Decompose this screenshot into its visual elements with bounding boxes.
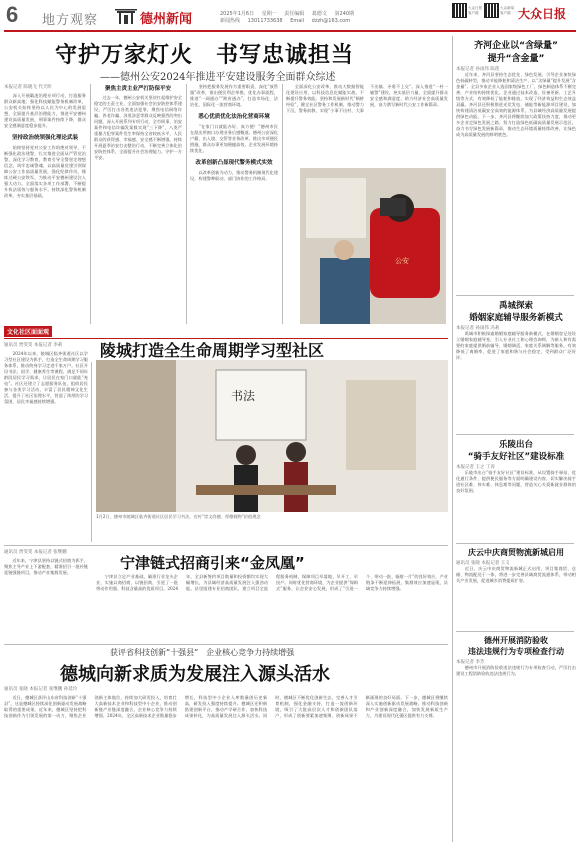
green-byline: 本报记者 孙雨伟 陈莲 [456, 67, 500, 72]
fire-byline: 本报记者 李芳 [456, 660, 485, 665]
city-news-title: 德州新闻 [140, 12, 193, 27]
lead-subhead: 悉心优质优化法治化营商环境 [198, 114, 270, 120]
innovation-kicker: 获评省科技创新“十强县” 企业核心竞争力持续增强 [110, 648, 295, 657]
body-text: 全面深化公安改革，推动大数据智能化建设应用，以科技信息化赋能实战，不断提升警务效能。坚持和发展新时代“枫桥经验”，健全社区警务工作机制，推动警力下沉、警务前移，实现“小事不出村、大事不出镇、矛盾不上交”。深入推进“一村一辅警”建设，充实基层力量，全面提升群众安全感和满意度，助力经济社会高质量发展，奋力谱写新时代公安工作新篇章。 [286, 84, 448, 113]
city-gate-icon [115, 8, 137, 26]
innovation-byline: 通讯员 张晓 本报记者 张继鹏 孙延玲 [4, 687, 78, 692]
trade-byline: 通讯员 张晓 本报记者 王义 [456, 561, 510, 566]
mall-headline: 宁津链式招商引来“金凤凰” [120, 554, 305, 572]
lead-headline: 守护万家灯火 书写忠诚担当 [55, 43, 355, 68]
issue-date: 2025年1月6日 [220, 11, 255, 17]
calligraphy-photo [96, 360, 448, 512]
body-text: 近年来，齐河县坚持生态优先、绿色发展，引导企业加快绿色低碳转型，推动节能降耗和清洁生产，以“含绿量”提升发展“含金量”。全县多家企业入选国家级绿色工厂，绿色制造体系不断完善，产业结构持续优化。企业通过技术改造、设备更新、工艺升级等方式，有效降低了能耗和排放，实现了经济效益和生态效益双赢。齐河县还积极推进光伏发电、储能等新能源项目建设，加快构建清洁低碳安全高效的能源体系，为县域经济高质量发展提供绿色动能。下一步，齐河县将继续加大政策扶持力度，推动更多企业走绿色发展之路，努力打造绿色低碳高质量发展示范区，奋力书写绿色发展新篇章，推动生态环境质量持续改善，让绿色成为高质量发展的鲜明底色。 [456, 72, 576, 137]
svg-text:书法: 书法 [231, 389, 256, 403]
email-address: dzzh@163.com [311, 18, 351, 24]
marriage-headline-1: 禹城探索 [498, 301, 533, 311]
community-byline: 通讯员 贾雯雯 本报记者 李莉 [4, 343, 63, 348]
body-text: 过去一年，德州公安机关坚决扛起维护安全稳定的主责主业，全面加强社会治安防控体系建设，严厉打击各类违法犯罪，聚焦电信网络诈骗、养老诈骗、涉黑涉恶等群众反映强烈的突出问题，深入开展系列专项行动，全市刑事、治安案件和电信诈骗发案数实现“三下降”，八类严重暴力犯罪案件发生率保持全省较低水平，人民群众的获得感、幸福感、安全感不断增强。持续开展夏季治安打击整治行动，不断完善立体化治安防控体系，全面提升社会治理能力，守护一方平安。 [94, 95, 182, 160]
lead-byline: 本报记者 陈晓飞 代天昕 [4, 85, 52, 90]
body-text: 近日，德城区获评山东省科技创新“十强县”，这是德城区持续深化创新驱动发展战略取得的重要成果。近年来，德城区坚持把科技创新作为引领发展的第一动力，聚焦企业创新主体地位，持续加大研发投入，培育壮大高新技术企业和科技型中小企业，推动创新链产业链深度融合，企业核心竞争力持续增强。2024年，全区高新技术企业数量稳步增长，科技型中小企业入库数量创历史新高，研发投入强度持续提升。德城区还积极搭建创新平台，推动产学研合作，加快科技成果转化，为高质量发展注入源头活水。同时，德城区不断优化创新生态，完善人才引育机制，强化金融支持，打造一流创新环境，吸引了大批高层次人才和创新团队落户，形成了创新要素加速集聚、创新成果不断涌现的良好局面。下一步，德城区将继续深入实施创新驱动发展战略，推动科技创新和产业创新深度融合，加快发展新质生产力，为建设现代化强区提供有力支撑。 [4, 695, 448, 718]
community-column [4, 342, 88, 542]
police-photo [300, 168, 446, 324]
section-tag: 文化社区面面观 [4, 326, 52, 337]
editor-name: 葛德文 [311, 11, 327, 17]
cycling-byline: 本报记者 王之 丁涛 [456, 465, 495, 470]
header-rule [4, 30, 576, 32]
lead-column-2 [94, 84, 182, 324]
mall-body: 宁津县立足产业基础，瞄准行业龙头企业，实施以商招商、以链招商，引进了一批带动作用强、科技含量高的优质项目。2024年，全县新签约项目数量和投资额均实现大幅增长，为县域经济高质量发展注入强劲动能。县里组建专业招商团队，建立项目全流程服务机制，保障项目早落地、早开工、早投产。同时优化营商环境，为企业提供“保姆式”服务，让企业安心发展，形成了“引进一个、带动一批、辐射一片”的良好效应，产业链条不断延伸拓展，集群效应加速显现，县域竞争力持续增强。 [96, 574, 448, 591]
marriage-byline: 本报记者 孙雨伟 冯莉 [456, 326, 500, 331]
green-headline-2: 提升“含金量” [487, 54, 545, 64]
body-text: “在家门口就能办好，真方便！”德州市民在派出所窗口办理业务后感慨道。德州公安深化户籍、出入境、交管等业务改革，推出多项便民措施，群众办事更加便捷高效，企业发展环境持续优化。 [190, 124, 278, 153]
lead-subhead: 改革创新凸显现代警务模式实效 [195, 160, 273, 166]
body-text: 德州市开展消防验收违法违规行为专项检查行动，严厉打击建设工程消防验收违法违规行为。 [456, 665, 576, 676]
body-text: 2024年以来，陵城区临齐街道社区以学习型社区建设为抓手，打造全生命周期学习服务体系，推动终身学习走进千家万户。社区开设书法、国学、健康养生等课程，满足不同年龄段居民学习需求，让居民在家门口就能“充电”。社区还建立了志愿服务队伍，组织居民参与各类学习活动，丰富了居民精神文化生活，提升了社区治理水平，营造了浓厚的学习氛围，居民幸福感持续增强。 [4, 351, 88, 404]
lead-column-1 [4, 84, 86, 324]
qr-code-icon[interactable] [484, 3, 499, 18]
body-text: 禹城市积极探索婚姻家庭辅导服务新模式，在婚姻登记处设立婚姻家庭辅导室，引入专业社工和心理咨询师，为新人和有需要的家庭提供婚前辅导、婚姻调适、家庭关系调解等服务，有效降低了离婚率，促进了家庭和谐与社会稳定，受到群众广泛好评。 [456, 331, 576, 360]
body-text: 近年来，宁津县坚持以链式招商为抓手，聚焦主导产业上下游配套，精准招引一批补链延链强链项目，推动产业集群发展。 [4, 558, 88, 575]
page-number: 6 [6, 2, 19, 27]
lead-column-4 [286, 84, 448, 164]
lead-subheadline: ——德州公安2024年推进平安建设服务全面群众综述 [100, 72, 336, 83]
body-text: 始终坚持党对公安工作的绝对领导，不断强化政治建警，扎实推进全面从严管党治警，深化学习教育，教育引导全警坚定理想信念，筑牢忠诚警魂，以高质量党建引领保障公安工作高质量发展，强化纪律作风，锤炼过硬公安铁军，为推动平安德州建设注入强大动力。全面落实各项工作部署，不断提升执法质效与服务水平。持续深化警务机制改革，夯实基层基础。 [4, 145, 86, 198]
innovation-body [4, 686, 448, 842]
trade-headline: 庆云中庆商贸物流新城启用 [468, 548, 564, 557]
photo-caption: 1月2日，德州市陵城区临齐街道社区居民学习书法，宣传“崇文尚德、厚德载物”价值理念 [96, 514, 261, 519]
email-label: Email [290, 18, 305, 24]
mall-byline-block [4, 549, 88, 639]
cycling-headline-1: 乐陵出台 [498, 440, 533, 450]
lead-column-3 [190, 84, 278, 324]
body-text: 近日，庆云中庆商贸物流新城正式启用，项目集商贸、仓储、物流配送于一体，将进一步完善县域商贸流通体系，带动相关产业发展，促进城乡消费提质扩容。 [456, 566, 576, 583]
right-column [456, 36, 576, 842]
qr-label: 大众新闻客户端 [500, 6, 514, 15]
fire-headline-1: 德州开展消防验收 [484, 636, 548, 645]
editor-label: 责任编辑 [284, 11, 305, 17]
header-contact [220, 17, 356, 24]
lead-subhead: 坚持政治统领强化理论武装 [11, 135, 78, 141]
body-text: 深入开展霸凌治理专项行动，打造服务群众新高地；强化科技赋能警务机制改革，公安机关始终坚持以人民为中心的发展思想，全面提升基层治理能力，推进平安德州建设高质量发展，刑事案件持续下降，群众安全感满意度稳步提升。 [4, 93, 86, 128]
qr-code-icon[interactable] [452, 3, 467, 18]
body-text: 坚持把服务发展作为重要职责，深化“放管服”改革，推出便民利企举措，优化办事流程，推进“一网通办”“跨省通办”，打造市场化、法治化、国际化一流营商环境。 [190, 84, 278, 107]
svg-text:公安: 公安 [395, 257, 409, 265]
green-headline-1: 齐河企业以“含绿量” [474, 41, 558, 51]
header-meta [220, 10, 360, 17]
qr-label: 大众日报客户端 [468, 6, 482, 15]
innovation-headline: 德城向新求质为发展注入源头活水 [60, 664, 330, 685]
community-headline: 陵城打造全生命周期学习型社区 [100, 341, 325, 360]
mall-byline: 通讯员 贾雯雯 本报记者 张继鹏 [4, 550, 67, 555]
fire-headline-2: 违法违规行为专项检查行动 [468, 647, 564, 656]
phone-label: 新闻热线 [220, 18, 241, 24]
issue-number: 第240期 [334, 11, 355, 17]
newspaper-logo: 大众日报 [518, 7, 567, 21]
body-text: 以改革创新为动力，推动警务机制现代化建设，构建警种联动、部门协作的工作格局。 [190, 170, 278, 181]
cycling-headline-2: “骑手友好社区”建设标准 [467, 452, 565, 462]
phone-number: 13011733638 [247, 18, 283, 24]
lead-subhead: 聚焦主责主业严打防保平安 [104, 86, 171, 92]
calligraphy-class-image [96, 360, 448, 512]
weekday: 星期一 [261, 11, 277, 17]
body-text: 乐陵市出台“骑手友好社区”建设标准，从设置骑手驿站、优化通行条件、提供便民服务等方面明确建设内容，切实解决骑手进社区难、停车难、休息难等问题，营造关心关爱新就业群体的良好氛围。 [456, 470, 576, 493]
section-title: 地方观察 [42, 13, 99, 28]
police-officer-image [300, 168, 446, 324]
marriage-headline-2: 婚姻家庭辅导服务新模式 [469, 313, 563, 323]
